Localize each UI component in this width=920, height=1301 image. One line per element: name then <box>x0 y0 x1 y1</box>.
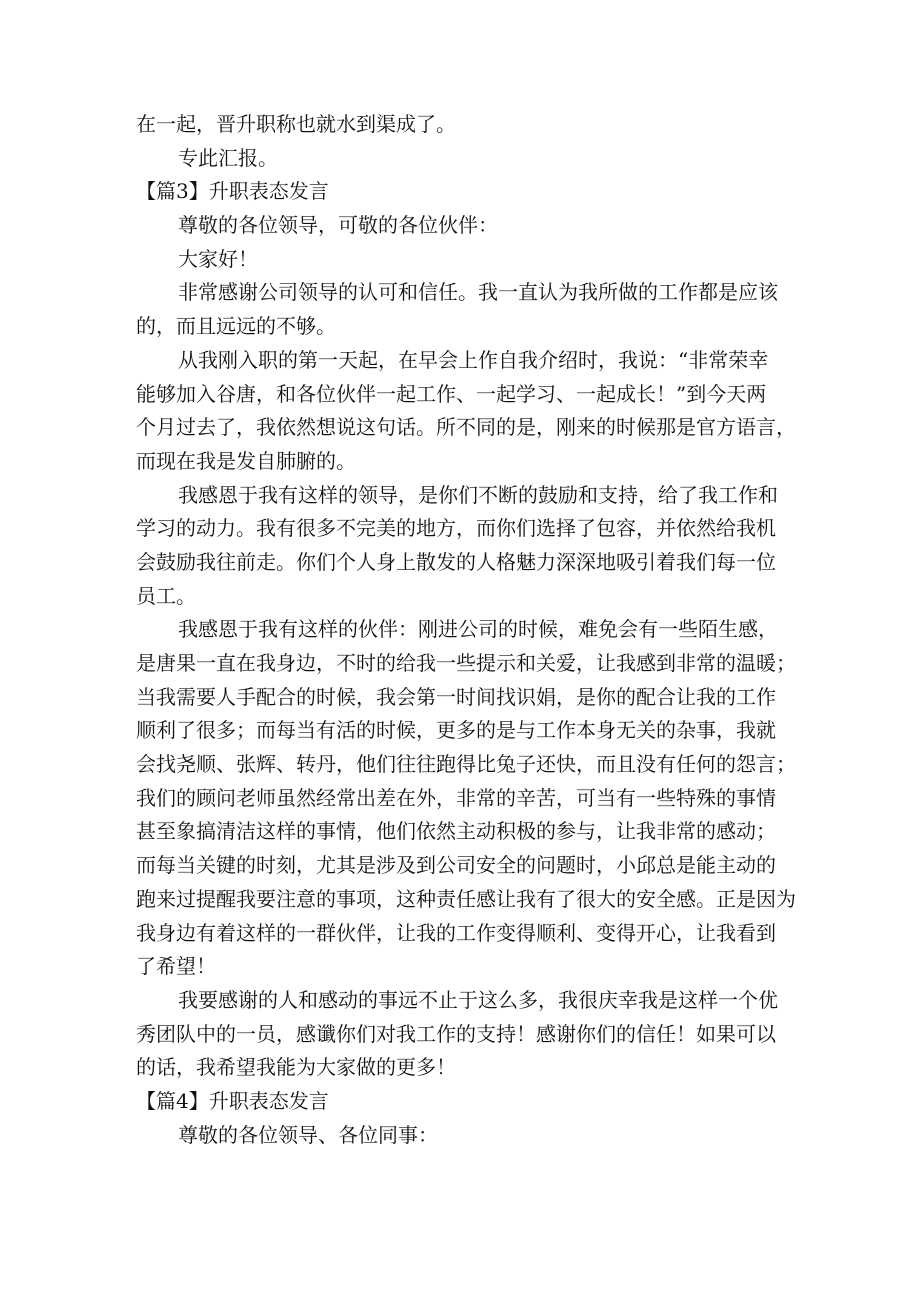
text-line: 从我刚入职的第一天起，在早会上作自我介绍时，我说：“非常荣幸 <box>178 347 769 372</box>
text-line: 学习的动力。我有很多不完美的地方，而你们选择了包容，并依然给我机 <box>136 516 776 541</box>
text-line: 是唐果一直在我身边，不时的给我一些提示和关爱，让我感到非常的温暖； <box>136 651 796 675</box>
greeting: 大家好！ <box>178 246 258 271</box>
text-line: 了希望！ <box>136 954 216 979</box>
text-line: 而现在我是发自肺腑的。 <box>136 448 356 473</box>
salutation: 尊敬的各位领导，可敬的各位伙伴： <box>178 213 498 238</box>
text-line: 会鼓励我往前走。你们个人身上散发的人格魅力深深地吸引着我们每一位 <box>136 549 776 574</box>
text-line: 我要感谢的人和感动的事远不止于这么多，我很庆幸我是这样一个优 <box>178 987 778 1012</box>
text-line: 的，而且远远的不够。 <box>136 314 336 339</box>
salutation: 尊敬的各位领导、各位同事： <box>178 1122 438 1147</box>
text-line: 员工。 <box>136 583 196 608</box>
text-line: 能够加入谷唐，和各位伙伴一起工作、一起学习、一起成长！”到今天两 <box>136 381 767 406</box>
text-line: 我感恩于我有这样的领导，是你们不断的鼓励和支持，给了我工作和 <box>178 482 778 507</box>
text-line: 顺利了很多；而每当有活的时候，更多的是与工作本身无关的杂事，我就 <box>136 718 776 743</box>
text-line: 当我需要人手配合的时候，我会第一时间找识娟，是你的配合让我的工作 <box>136 684 776 709</box>
text-line: 甚至象搞清洁这样的事情，他们依然主动积极的参与，让我非常的感动； <box>136 819 776 844</box>
text-line: 我们的顾问老师虽然经常出差在外，非常的辛苦，可当有一些特殊的事情 <box>136 785 776 810</box>
text-line: 非常感谢公司领导的认可和信任。我一直认为我所做的工作都是应该 <box>178 280 778 305</box>
text-line: 我身边有着这样的一群伙伴，让我的工作变得顺利、变得开心，让我看到 <box>136 920 776 945</box>
section-heading: 【篇3】升职表态发言 <box>136 179 329 204</box>
text-line: 跑来过提醒我要注意的事项，这种责任感让我有了很大的安全感。正是因为 <box>136 886 796 911</box>
text-line: 而每当关键的时刻，尤其是涉及到公司安全的问题时，小邱总是能主动的 <box>136 853 776 878</box>
text-line: 专此汇报。 <box>178 145 278 170</box>
section-heading: 【篇4】升职表态发言 <box>136 1088 329 1113</box>
text-line: 在一起，晋升职称也就水到渠成了。 <box>136 112 456 136</box>
text-line: 个月过去了，我依然想说这句话。所不同的是，刚来的时候那是官方语言， <box>136 415 796 440</box>
text-line: 会找尧顺、张辉、转丹，他们往往跑得比兔子还快，而且没有任何的怨言； <box>136 752 796 777</box>
document-body <box>136 108 796 1152</box>
text-line: 秀团队中的一员，感谶你们对我工作的支持！感谢你们的信任！如果可以 <box>136 1021 776 1046</box>
text-line: 的话，我希望我能为大家做的更多！ <box>136 1055 456 1080</box>
text-line: 我感恩于我有这样的伙伴：刚进公司的时候，难免会有一些陌生感， <box>178 617 778 642</box>
